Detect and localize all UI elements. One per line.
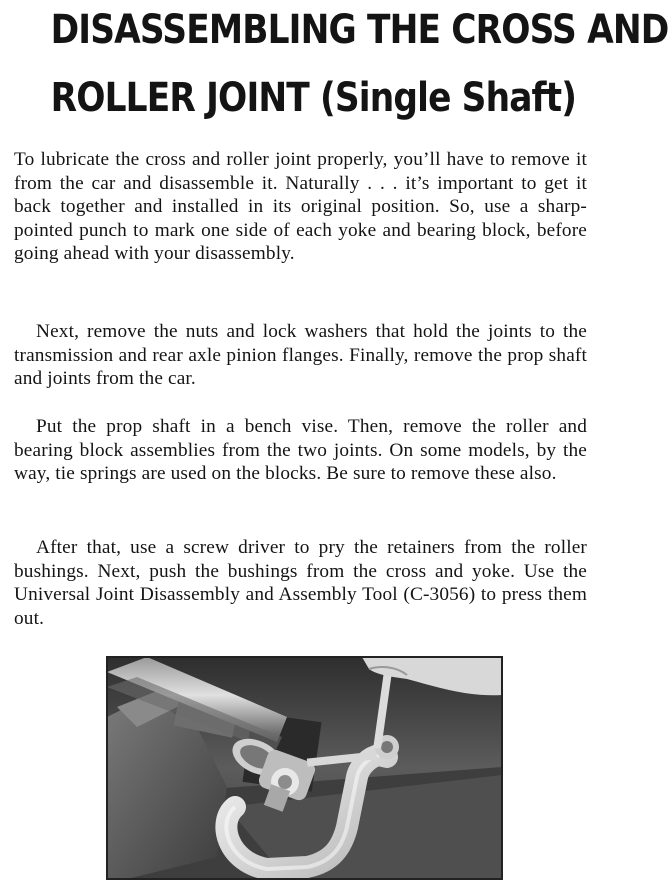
photo-joint-disassembly [107, 657, 502, 879]
paragraph-pry-retainers: After that, use a screw driver to pry the retainers from the roller bushings. Next, push the bushings from the cross and yoke. Use the Universal Joint Disassembly and Assembly Tool (C-3056) to press them out. [14, 537, 587, 629]
page-title-line-1: DISASSEMBLING THE CROSS AND [50, 7, 668, 53]
paragraph-remove-shaft: Next, remove the nuts and lock washers that hold the joints to the transmission and rear axle pinion flanges. Finally, remove the prop shaft and joints from the car. [14, 321, 587, 390]
photo-joint-disassembly-illustration [107, 657, 502, 879]
paragraph-lubrication-intro: To lubricate the cross and roller joint properly, you’ll have to remove it from the car and disassemble it. Naturally . . . it’s important to get it back together and installed in its original position. So, use a sharp-pointed punch to mark one side of each yoke and bearing block, before going ahead with your disassembly. [14, 149, 587, 265]
page-title-line-2: ROLLER JOINT (Single Shaft) [50, 75, 577, 121]
paragraph-bench-vise: Put the prop shaft in a bench vise. Then, remove the roller and bearing block assemblies from the two joints. On some models, by the way, tie springs are used on the blocks. Be sure to remove these also. [14, 416, 587, 485]
